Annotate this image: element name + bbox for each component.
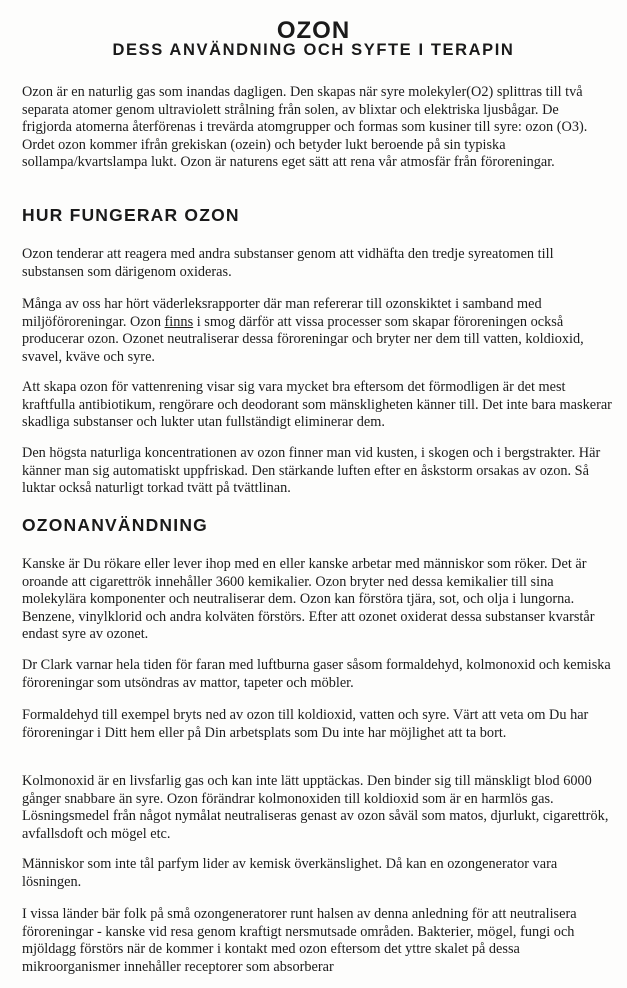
finns-link[interactable]: finns: [164, 313, 194, 330]
section-heading-hur-fungerar-ozon: HUR FUNGERAR OZON: [22, 205, 240, 225]
page-subtitle: DESS ANVÄNDNING OCH SYFTE I TERAPIN: [112, 41, 515, 59]
paragraph-kolmonoxid: Kolmonoxid är en livsfarlig gas och kan inte lätt upptäckas. Den binder sig till mänskligt blod 6000 gånger snabbare än syre. Ozon förändrar kolmonoxiden till koldioxid som är en harmlös gas. Lösningsmedel från något nymålat neutraliseras genast av ozon såväl som matos, djurlukt, cigarettrök, avfallsdoft och mögel etc.: [22, 773, 609, 842]
paragraph-natural-concentration: Den högsta naturliga koncentrationen av ozon finner man vid kusten, i skogen och i bergstrakter. Här känner man sig automatiskt uppfriskad. Den stärkande luften efter en åskstorm orsakas av ozon. Så luktar också naturligt torkad tvätt på tvättlinan.: [22, 445, 601, 497]
paragraph-smog-text-end: i smog därför att vissa processer som skapar föroreningen också producerar ozon. Ozonet neutraliserar dessa föroreningar och bryter ner dem till vatten, koldioxid, svavel, kväve och syre.: [22, 313, 584, 365]
paragraph-dr-clark: Dr Clark varnar hela tiden för faran med luftburna gaser såsom formaldehyd, kolmonoxid och kemiska föroreningar som utsöndras av mattor, tapeter och möbler.: [22, 657, 611, 691]
paragraph-oxidation: Ozon tenderar att reagera med andra substanser genom att vidhäfta den tredje syreatomen till substansen som därigenom oxideras.: [22, 246, 554, 280]
intro-paragraph: Ozon är en naturlig gas som inandas dagligen. Den skapas när syre molekyler(O2) splittras till två separata atomer genom ultraviolett strålning från solen, av blixtar och elektriska ljusbågar. De frigjorda atomerna återförenas i trevärda atomgrupper och formas som kusiner till syre: ozon (O3). Ordet ozon kommer ifrån grekiskan (ozein) och betyder lukt beroende på sin typiska sollampa/kvartslampa lukt. Ozon är naturens eget sätt att rena vår atmosfär från föroreningar.: [22, 84, 588, 171]
section-heading-ozonanvandning: OZONANVÄNDNING: [22, 515, 208, 535]
paragraph-water-purification: Att skapa ozon för vattenrening visar sig vara mycket bra eftersom det förmodligen är det mest kraftfulla antibiotikum, rengörare och deodorant som mänskligheten känner till. Det inte bara maskerar skadliga substanser och lukter utan fullständigt eliminerar dem.: [22, 379, 612, 431]
paragraph-smog-text-start: Många av oss har hört väderleksrapporter där man refererar till ozonskiktet i samband med miljöföroreningar. Ozon: [22, 296, 542, 330]
paragraph-smog: [22, 296, 612, 366]
paragraph-parfym: Människor som inte tål parfym lider av kemisk överkänslighet. Då kan en ozongenerator vara lösningen.: [22, 856, 558, 890]
page-title: OZON: [276, 17, 351, 44]
paragraph-smoking: Kanske är Du rökare eller lever ihop med en eller kanske arbetar med människor som röker. Det är oroande att cigarettrök innehåller 3600 kemikalier. Ozon bryter ned dessa kemikalier till sina molekylära komponenter och neutraliserar dem. Ozon kan förstöra tjära, sot, och olja i lungorna. Benzene, vinylklorid och andra kolväten förstörs. Efter att ozonet oxiderat dessa substanser kvarstår endast syre av ozonet.: [22, 556, 595, 643]
paragraph-formaldehyd: Formaldehyd till exempel bryts ned av ozon till koldioxid, vatten och syre. Värt att veta om Du har föroreningar i Ditt hem eller på Din arbetsplats som Du inte har möjlighet att ta bort.: [22, 707, 589, 741]
paragraph-ozongeneratorer: I vissa länder bär folk på små ozongeneratorer runt halsen av denna anledning för att neutralisera föroreningar - kanske vid resa genom kraftigt nersmutsade områden. Bakterier, mögel, fungi och mjöldagg förstörs när de kommer i kontakt med ozon eftersom det yttre skalet på dessa mikroorganismer innehåller receptorer som absorberar: [22, 906, 577, 975]
